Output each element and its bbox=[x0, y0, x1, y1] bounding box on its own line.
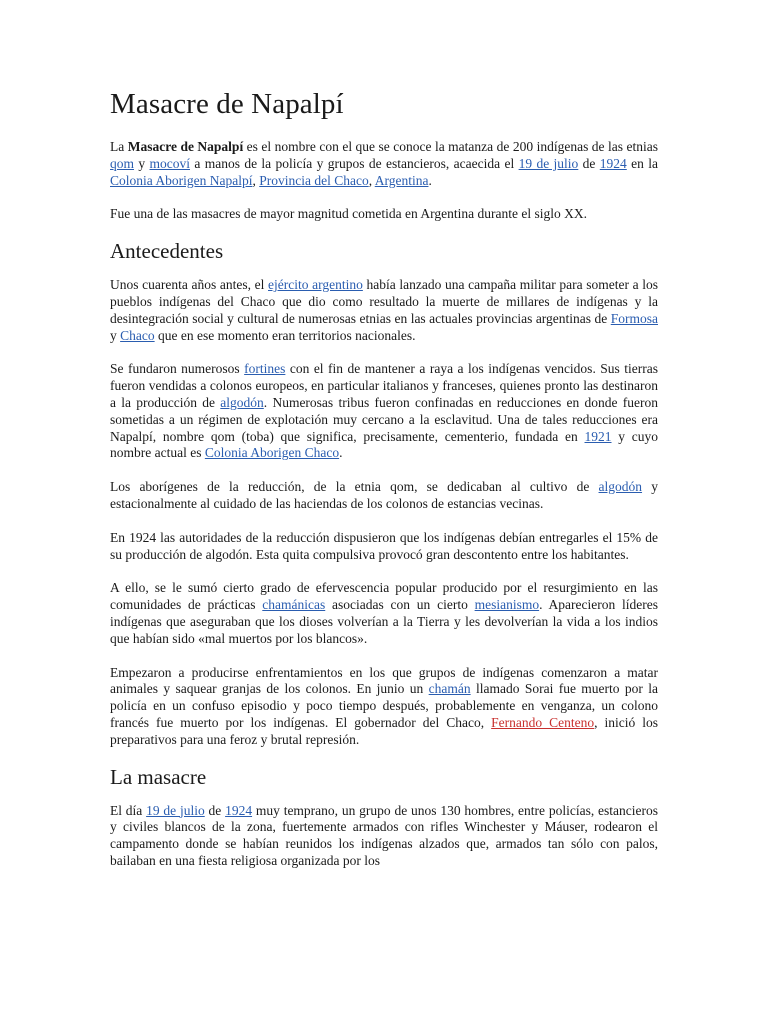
link-19-de-julio-2[interactable]: 19 de julio bbox=[146, 802, 205, 818]
bold-term: Masacre de Napalpí bbox=[127, 139, 244, 154]
link-chaco[interactable]: Chaco bbox=[120, 327, 155, 343]
link-ejercito-argentino[interactable]: ejército argentino bbox=[268, 277, 363, 293]
antecedentes-paragraph-6: Empezaron a producirse enfrentamientos en los que grupos de indígenas comenzaron a matar animales y saquear granjas de los colonos. En junio un chamán llamado Sorai fue muerto por la policía en un confuso episodio y poco tiempo después, probablemente en venganza, un colono francés fue muerto por los indígenas. El gobernador del Chaco, Fernando Centeno, inició los preparativos para una feroz y brutal represión. bbox=[110, 664, 658, 747]
link-fernando-centeno[interactable]: Fernando Centeno bbox=[491, 714, 595, 730]
link-chaman[interactable]: chamán bbox=[428, 681, 471, 697]
link-mesianismo[interactable]: mesianismo bbox=[474, 597, 540, 613]
link-19-de-julio[interactable]: 19 de julio bbox=[518, 155, 579, 171]
link-colonia-aborigen-napalpi[interactable]: Colonia Aborigen Napalpí bbox=[110, 172, 253, 188]
link-1924-2[interactable]: 1924 bbox=[225, 802, 253, 818]
link-fortines[interactable]: fortines bbox=[244, 361, 286, 377]
link-provincia-del-chaco[interactable]: Provincia del Chaco bbox=[259, 172, 369, 188]
link-chamanicas[interactable]: chamánicas bbox=[262, 597, 326, 613]
masacre-paragraph-1: El día 19 de julio de 1924 muy temprano, un grupo de unos 130 hombres, entre policías, estancieros y civiles blancos de la zona, fuertemente armados con rifles Winchester y Máuser, rodearon el campamento donde se habían reunidos los indígenas alzados que, armados tan sólo con palos, bailaban en una fiesta religiosa organizada por los bbox=[110, 802, 658, 868]
section-heading-antecedentes: Antecedentes bbox=[110, 239, 224, 264]
antecedentes-paragraph-4: En 1924 las autoridades de la reducción dispusieron que los indígenas debían entregarles el 15% de su producción de algodón. Esta quita compulsiva provocó gran descontento entre los habitantes. bbox=[110, 529, 658, 562]
page-title: Masacre de Napalpí bbox=[110, 88, 344, 120]
link-argentina[interactable]: Argentina bbox=[374, 172, 429, 188]
link-algodon[interactable]: algodón bbox=[220, 394, 264, 410]
link-1921[interactable]: 1921 bbox=[584, 428, 612, 444]
section-heading-la-masacre: La masacre bbox=[110, 764, 207, 789]
link-formosa[interactable]: Formosa bbox=[610, 310, 658, 326]
antecedentes-paragraph-1: Unos cuarenta años antes, el ejército argentino había lanzado una campaña militar para someter a los pueblos indígenas del Chaco que dio como resultado la muerte de millares de indígenas y la desintegración social y cultural de numerosas etnias en las actuales provincias argentinas de Formosa y Chaco que en ese momento eran territorios nacionales. bbox=[110, 277, 658, 343]
link-qom[interactable]: qom bbox=[110, 155, 135, 171]
antecedentes-paragraph-2: Se fundaron numerosos fortines con el fin de mantener a raya a los indígenas vencidos. Sus tierras fueron vendidas a colonos europeos, en particular italianos y franceses, quienes pronto las destinaron a la producción de algodón. Numerosas tribus fueron confinadas en reducciones en donde fueron sometidas a un régimen de explotación muy cercano a la esclavitud. Una de tales reducciones era Napalpí, nombre qom (toba) que significa, precisamente, cementerio, fundada en 1921 y cuyo nombre actual es Colonia Aborigen Chaco. bbox=[110, 361, 658, 461]
antecedentes-paragraph-3: Los aborígenes de la reducción, de la etnia qom, se dedicaban al cultivo de algodón y estacionalmente al cuidado de las haciendas de los colonos de estancias vecinas. bbox=[110, 479, 658, 511]
link-1924[interactable]: 1924 bbox=[599, 155, 627, 171]
link-mocovi[interactable]: mocoví bbox=[149, 155, 190, 171]
link-algodon-2[interactable]: algodón bbox=[598, 479, 643, 495]
antecedentes-paragraph-5: A ello, se le sumó cierto grado de efervescencia popular producido por el resurgimiento en las comunidades de prácticas chamánicas asociadas con un cierto mesianismo. Aparecieron líderes indígenas que aseguraban que los dioses volverían a la Tierra y les devolverían la vida a los indios que habían sido «mal muertos por los blancos». bbox=[110, 580, 658, 646]
intro-paragraph-2: Fue una de las masacres de mayor magnitud cometida en Argentina durante el siglo XX. bbox=[110, 206, 587, 222]
intro-paragraph-1: La Masacre de Napalpí es el nombre con el que se conoce la matanza de 200 indígenas de las etnias qom y mocoví a manos de la policía y grupos de estancieros, acaecida el 19 de julio de 1924 en la Colonia Aborigen Napalpí, Provincia del Chaco, Argentina. bbox=[110, 139, 658, 188]
link-colonia-aborigen-chaco[interactable]: Colonia Aborigen Chaco bbox=[204, 445, 340, 461]
